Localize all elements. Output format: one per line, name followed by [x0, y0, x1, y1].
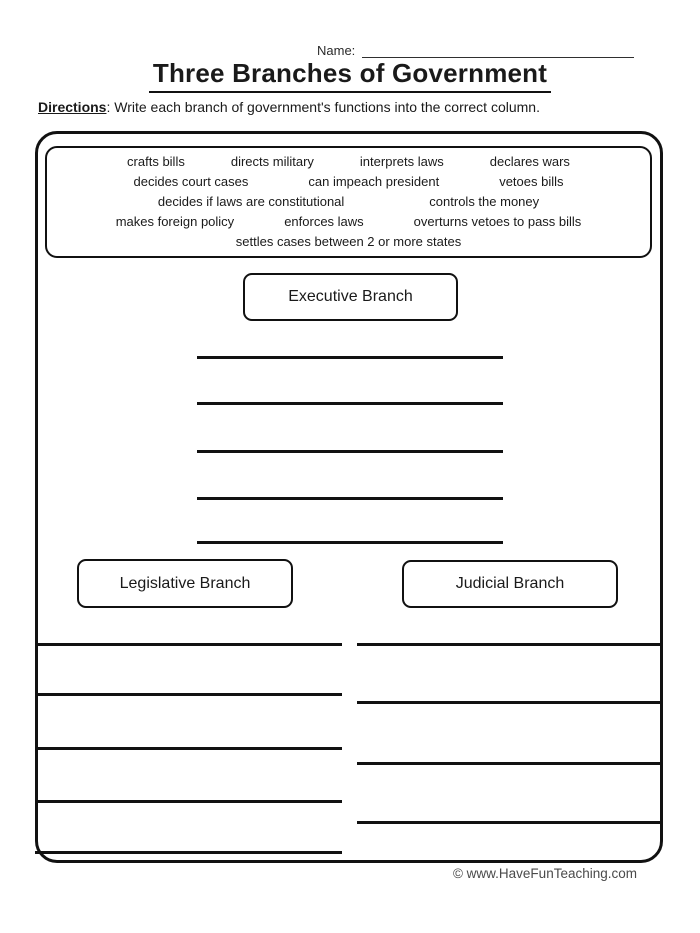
answer-line[interactable] — [35, 693, 342, 696]
name-label: Name: — [317, 43, 356, 58]
answer-line[interactable] — [197, 402, 503, 405]
word-bank-term: decides court cases — [133, 174, 249, 189]
word-bank-row — [47, 212, 650, 232]
answer-line[interactable] — [357, 821, 663, 824]
word-bank-row — [47, 172, 650, 192]
judicial-branch-label-box — [402, 560, 618, 608]
word-bank-term: vetoes bills — [499, 174, 564, 189]
page-title: Three Branches of Government — [0, 58, 700, 93]
name-row — [317, 43, 634, 58]
directions-label: Directions — [38, 99, 107, 115]
executive-answer-lines — [197, 356, 503, 546]
answer-line[interactable] — [357, 701, 663, 704]
judicial-branch-label: Judicial Branch — [455, 575, 565, 592]
legislative-branch-label: Legislative Branch — [119, 574, 251, 592]
answer-line[interactable] — [35, 851, 342, 854]
answer-line[interactable] — [35, 643, 342, 646]
word-bank-term: overturns vetoes to pass bills — [413, 214, 582, 229]
word-bank-term: crafts bills — [127, 154, 185, 169]
word-bank-row — [47, 192, 650, 212]
judicial-answer-lines — [357, 643, 663, 825]
word-bank-term: decides if laws are constitutional — [157, 194, 345, 209]
word-bank-term: directs military — [230, 154, 314, 169]
copyright-text: © www.HaveFunTeaching.com — [452, 866, 637, 881]
word-bank-row — [47, 152, 650, 172]
word-bank-term: declares wars — [489, 154, 570, 169]
word-bank — [45, 146, 652, 258]
word-bank-term: controls the money — [429, 194, 540, 209]
answer-line[interactable] — [35, 800, 342, 803]
executive-branch-label-box — [243, 273, 458, 321]
word-bank-term: interprets laws — [359, 154, 444, 169]
executive-branch-label: Executive Branch — [288, 288, 413, 305]
word-bank-term: can impeach president — [308, 174, 440, 189]
answer-line[interactable] — [197, 450, 503, 453]
legislative-branch-label-box — [77, 559, 293, 608]
word-bank-term: enforces laws — [284, 214, 364, 229]
word-bank-row — [47, 232, 650, 252]
answer-line[interactable] — [357, 643, 663, 646]
answer-line[interactable] — [35, 747, 342, 750]
answer-line[interactable] — [357, 762, 663, 765]
name-input-line[interactable] — [362, 44, 634, 58]
word-bank-term: settles cases between 2 or more states — [235, 234, 462, 249]
answer-line[interactable] — [197, 356, 503, 359]
word-bank-term: makes foreign policy — [115, 214, 235, 229]
directions — [38, 99, 540, 115]
legislative-answer-lines — [35, 643, 342, 855]
answer-line[interactable] — [197, 497, 503, 500]
directions-text: : Write each branch of government's functions into the correct column. — [106, 99, 540, 115]
answer-line[interactable] — [197, 541, 503, 544]
